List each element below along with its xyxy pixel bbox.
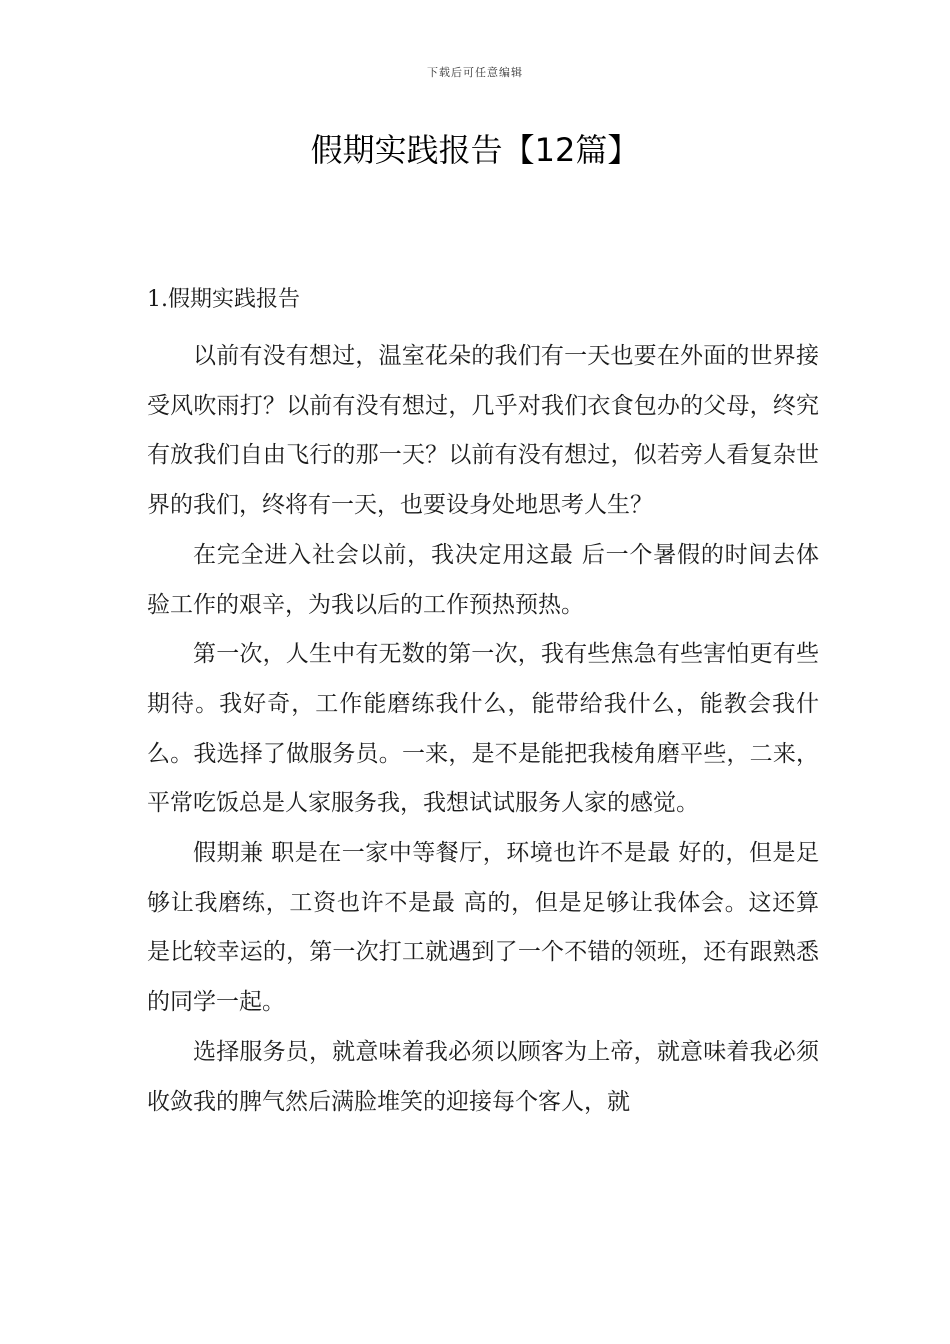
paragraph: 选择服务员，就意味着我必须以顾客为上帝，就意味着我必须收敛我的脾气然后满脸堆笑的迎接每个客人，就 <box>147 1038 819 1115</box>
header-note: 下载后可任意编辑 <box>427 66 523 79</box>
body-text <box>147 332 819 1127</box>
paragraph: 以前有没有想过，温室花朵的我们有一天也要在外面的世界接受风吹雨打？以前有没有想过，几乎对我们衣食包办的父母，终究有放我们自由飞行的那一天？以前有没有想过，似若旁人看复杂世界的我们，终将有一天，也要设身处地思考人生？ <box>147 343 819 519</box>
paragraph: 在完全进入社会以前，我决定用这最 后一个暑假的时间去体验工作的艰辛，为我以后的工作预热预热。 <box>147 541 819 618</box>
paragraph: 假期兼 职是在一家中等餐厅，环境也许不是最 好的，但是足够让我磨练，工资也许不是最 高的，但是足够让我体会。这还算是比较幸运的，第一次打工就遇到了一个不错的领班，还有跟熟悉的同学一起。 <box>147 840 819 1016</box>
section-heading: 1.假期实践报告 <box>147 287 300 312</box>
paragraph: 第一次，人生中有无数的第一次，我有些焦急有些害怕更有些期待。我好奇，工作能磨练我什么，能带给我什么，能教会我什么。我选择了做服务员。一来，是不是能把我棱角磨平些，二来，平常吃饭总是人家服务我，我想试试服务人家的感觉。 <box>147 641 819 817</box>
document-title: 假期实践报告【12篇】 <box>310 131 640 169</box>
